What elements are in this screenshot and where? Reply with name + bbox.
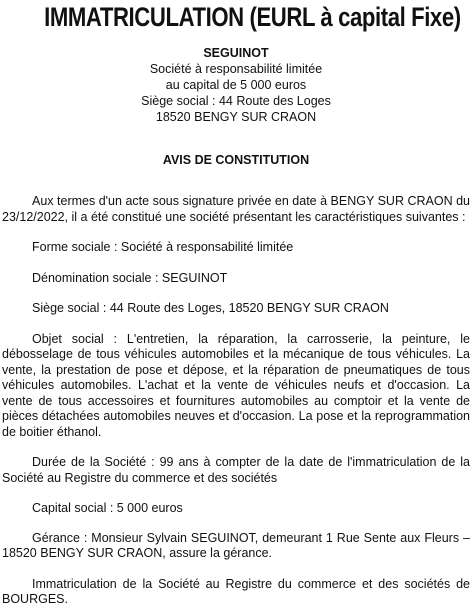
company-name: SEGUINOT xyxy=(203,46,269,60)
company-address: Siège social : 44 Route des Loges xyxy=(141,94,331,108)
company-capital: au capital de 5 000 euros xyxy=(165,78,307,92)
paragraph-duree: Durée de la Société : 99 ans à compter de la date de l'immatriculation de la Société au Registre du commerce et des sociétés xyxy=(2,455,470,485)
paragraph-siege-social: Siège social : 44 Route des Loges, 18520 BENGY SUR CRAON xyxy=(32,301,389,315)
company-block xyxy=(2,45,470,125)
company-legal-form: Société à responsabilité limitée xyxy=(149,62,323,76)
paragraph-denomination: Dénomination sociale : SEGUINOT xyxy=(32,270,228,285)
paragraph-objet-social: Objet social : L'entretien, la réparation, la carrosserie, la peinture, le débosselage de tous véhicules automobiles et la mécanique de tous véhicules. La vente, la prestation de pose et dépose, et la réparation de pneumatiques de tous véhicules automobiles. L'achat et la vente de véhicules neufs et d'occasion. La vente de tous accessoires et fournitures automobiles au comptoir et la vente de pièces détachées automobiles neuves et d'occasion. La pose et la reprogrammation de boitier éthanol. xyxy=(2,331,470,439)
paragraph-immatriculation: Immatriculation de la Société au Registre du commerce et des sociétés de BOURGES. xyxy=(2,576,470,606)
paragraph-intro: Aux termes d'un acte sous signature privée en date à BENGY SUR CRAON du 23/12/2022, il a été constitué une société présentant les caractéristiques suivantes : xyxy=(2,194,470,224)
headline: IMMATRICULATION (EURL à capital Fixe) xyxy=(44,2,461,32)
paragraph-gerance: Gérance : Monsieur Sylvain SEGUINOT, demeurant 1 Rue Sente aux Fleurs – 18520 BENGY SUR CRAON, assure la gérance. xyxy=(2,530,470,560)
paragraph-capital-social: Capital social : 5 000 euros xyxy=(32,501,183,515)
notice-title: AVIS DE CONSTITUTION xyxy=(162,153,310,167)
paragraph-forme-sociale: Forme sociale : Société à responsabilité limitée xyxy=(32,240,294,254)
notice-body xyxy=(2,194,470,608)
company-city: 18520 BENGY SUR CRAON xyxy=(155,110,317,124)
